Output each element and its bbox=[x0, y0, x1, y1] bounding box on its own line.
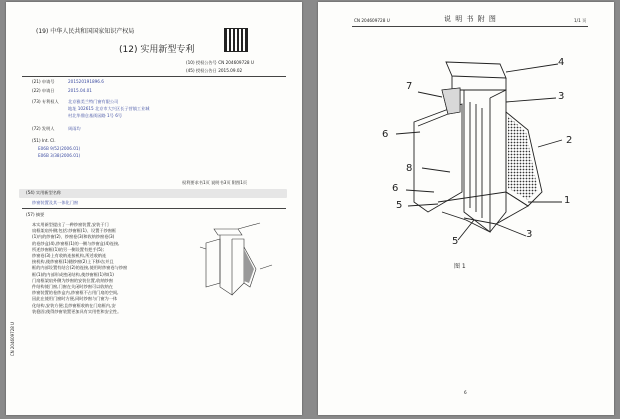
patent-front-page bbox=[6, 2, 302, 415]
figure-1-drawing bbox=[378, 42, 588, 262]
biblio-label: (73) 专利权人 bbox=[32, 99, 59, 104]
callout-6b: 6 bbox=[392, 183, 399, 194]
abstract-line: 扇框架扇外侧;包括:纱窗框(1)、设置于纱窗框 bbox=[32, 228, 117, 234]
biblio-value: 村北华鼎仓基街园路 1号 6号 bbox=[68, 113, 123, 118]
abstract-line: (1)内的纱窗(2)、纱窗卷(3)和收纳纱窗卷(3) bbox=[32, 234, 115, 240]
abstract-figure bbox=[176, 217, 286, 302]
abstract-line: 门扇框架扇外侧为纱窗的安装位置,收纳纱窗 bbox=[32, 277, 113, 283]
abstract-line: 装稳固;使得纱窗装置更加具有实用性和安全性。 bbox=[32, 308, 122, 314]
biblio-value: E06B 3/38(2006.01) bbox=[38, 153, 81, 158]
biblio-value: 地址 102615 北京市大兴区长子营镇工业城 bbox=[68, 106, 150, 111]
abstract-heading: (57) 摘要 bbox=[26, 212, 45, 217]
callout-7: 7 bbox=[406, 81, 413, 92]
biblio-value: 周雨均 bbox=[68, 126, 81, 131]
qr-code bbox=[224, 28, 248, 52]
abstract-line: 本实用新型提出了一种纱窗装置,安装于门 bbox=[32, 222, 109, 227]
biblio-value: 2015.04.01 bbox=[68, 88, 92, 93]
header-rule bbox=[22, 76, 286, 77]
drawing-sheet bbox=[318, 2, 614, 415]
callout-3b: 3 bbox=[526, 229, 533, 240]
page-count-note: 权利要求书1页 说明书3页 附图1页 bbox=[182, 180, 248, 185]
abstract-line: 框的内部设置有结合(2)的连接,使用时纱窗卷与纱窗 bbox=[32, 265, 128, 271]
callout-2: 2 bbox=[566, 135, 573, 146]
abstract-line: 的卷纱盒(4),纱窗框(1)的一侧与纱窗盒(4)连接, bbox=[32, 240, 120, 246]
abstract-line: 件结构使门窗,门窗在关闭时纱窗可以收纳在 bbox=[32, 284, 113, 289]
abstract-line: 化结构,安装方便;且纱窗框收纳在门扇框内,安 bbox=[32, 302, 116, 308]
biblio-value: 北京雅美兰特门窗有限公司 bbox=[68, 99, 119, 104]
document-type: (12) 实用新型专利 bbox=[119, 45, 195, 55]
callout-4: 4 bbox=[558, 57, 565, 68]
abstract-line: 接机构,使纱窗框(1)随纱窗(2)上下移动;并且 bbox=[32, 259, 114, 265]
utility-model-title: 纱窗装置及其一体化门窗 bbox=[32, 200, 79, 205]
biblio-label: (72) 发明人 bbox=[32, 126, 55, 131]
publication-number: (10) 授权公告号 CN 204609728 U bbox=[186, 60, 254, 65]
callout-5: 5 bbox=[396, 200, 403, 211]
issuing-authority: (19) 中华人民共和国国家知识产权局 bbox=[36, 28, 135, 35]
callout-1: 1 bbox=[564, 195, 571, 206]
abstract-line: 因此在使用门窗时方便,同时纱窗与门窗为一体 bbox=[32, 296, 118, 302]
abstract-rule bbox=[22, 208, 286, 209]
biblio-value: E06B 9/52(2006.01) bbox=[38, 146, 81, 151]
spine-pub-number: CN 204609728 U bbox=[10, 322, 15, 357]
callout-6: 6 bbox=[382, 129, 389, 140]
abstract-line: 纱窗装置的卷纱盒内,纱窗框不占用门扇的空间, bbox=[32, 290, 119, 296]
biblio-label: (21) 申请号 bbox=[32, 79, 55, 84]
sheet-pub-number: CN 204609728 U bbox=[354, 18, 390, 23]
abstract-line: 纱窗卷(3)上有收纳连接机构,所述收纳连 bbox=[32, 253, 107, 258]
abstract-line: 框(1)的内部形成密闭结构,使纱窗框(1)和(1) bbox=[32, 271, 114, 277]
callout-5b: 5 bbox=[452, 236, 459, 247]
figure-caption: 图 1 bbox=[454, 263, 466, 270]
sheet-page-count: 1/1 页 bbox=[574, 18, 587, 23]
callout-8: 8 bbox=[406, 163, 413, 174]
sheet-heading: 说 明 书 附 图 bbox=[444, 15, 497, 23]
biblio-label: (22) 申请日 bbox=[32, 88, 55, 93]
biblio-label: (51) Int. Cl. bbox=[32, 138, 56, 143]
title-heading: (54) 实用新型名称 bbox=[26, 190, 62, 195]
callout-3: 3 bbox=[558, 91, 565, 102]
abstract-line: 所述纱窗框(1)的另一侧设置有把手(5); bbox=[32, 246, 104, 252]
sheet-header-rule bbox=[352, 26, 588, 27]
page-number: 6 bbox=[464, 390, 467, 395]
publication-date: (45) 授权公告日 2015.09.02 bbox=[186, 68, 243, 73]
biblio-value: 201520191896.6 bbox=[68, 79, 104, 84]
